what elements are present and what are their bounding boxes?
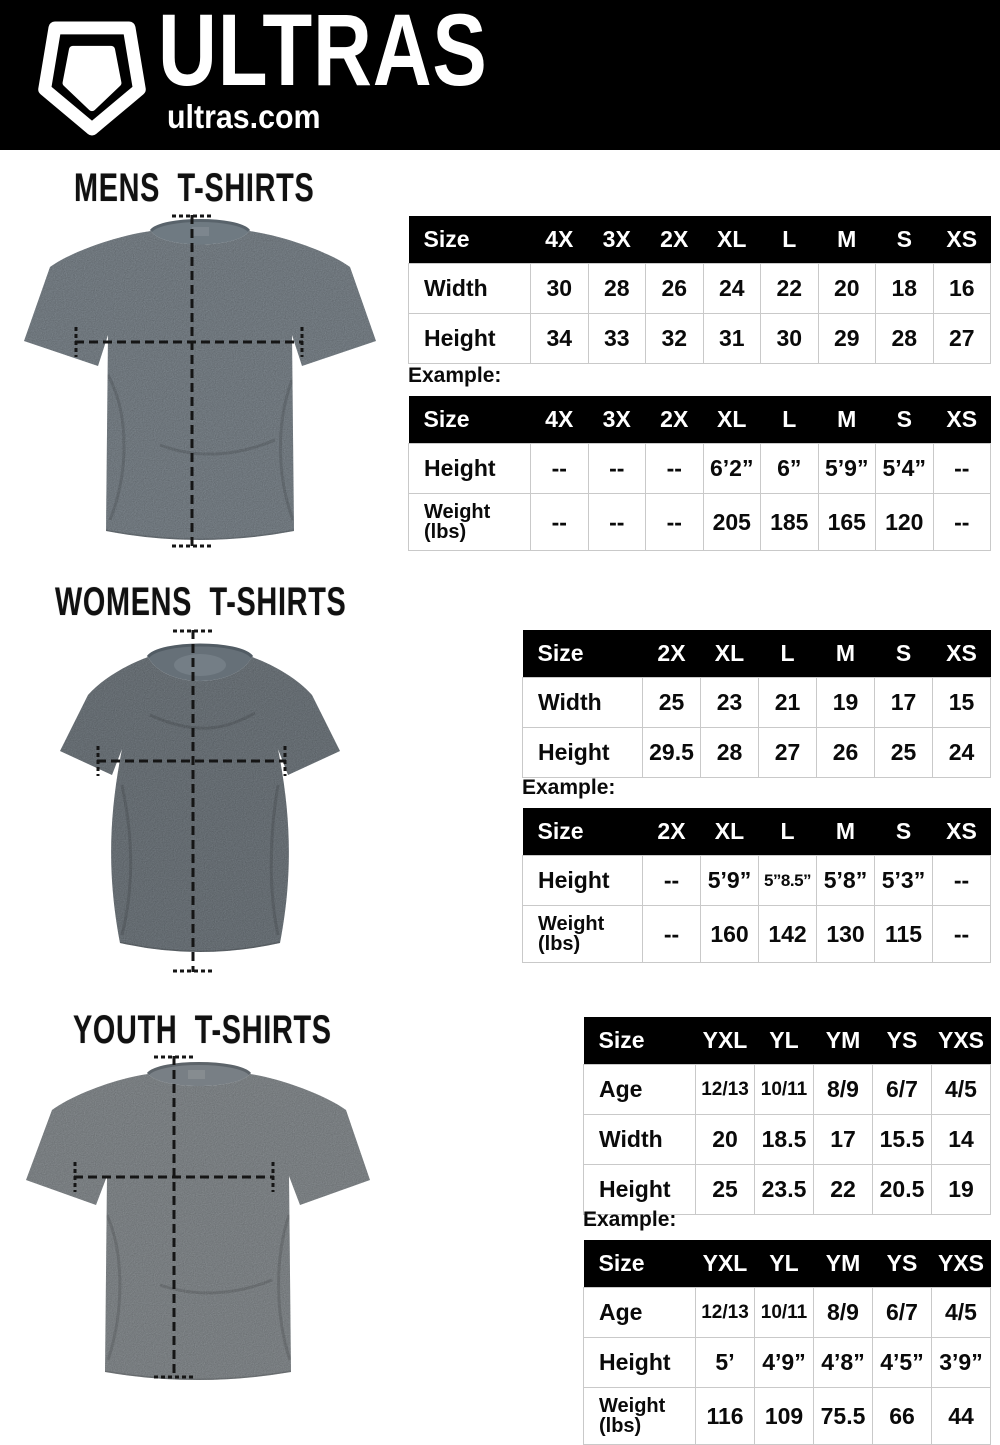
- table-cell: 18: [876, 264, 934, 314]
- table-cell: --: [588, 444, 646, 494]
- site-url: ultras.com: [167, 98, 321, 135]
- table-cell: 4’5”: [873, 1338, 932, 1388]
- mens-tshirt-image: [10, 205, 400, 560]
- table-cell: 4/5: [932, 1065, 991, 1115]
- table-cell: --: [933, 906, 991, 963]
- table-cell: 116: [696, 1388, 755, 1445]
- row-label: Width: [523, 678, 643, 728]
- table-row: [584, 1165, 991, 1215]
- row-label: Weight (lbs): [409, 494, 531, 551]
- mens-size-table: [408, 216, 991, 364]
- row-label: Age: [584, 1065, 696, 1115]
- column-header: 4X: [531, 216, 589, 264]
- column-header: L: [761, 396, 819, 444]
- column-header: M: [817, 630, 875, 678]
- column-header: 3X: [588, 216, 646, 264]
- column-header: XL: [703, 396, 761, 444]
- column-header: M: [818, 216, 876, 264]
- table-cell: 10/11: [755, 1288, 814, 1338]
- youth-tshirt-image: [10, 1050, 390, 1395]
- table-cell: 28: [588, 264, 646, 314]
- table-cell: 6/7: [873, 1288, 932, 1338]
- table-cell: 6/7: [873, 1065, 932, 1115]
- column-header: Size: [523, 630, 643, 678]
- column-header: XL: [701, 808, 759, 856]
- row-label: Height: [409, 314, 531, 364]
- size-chart-table: [522, 808, 991, 963]
- table-cell: --: [933, 444, 991, 494]
- table-cell: 12/13: [696, 1288, 755, 1338]
- row-label: Width: [409, 264, 531, 314]
- size-chart-table: [408, 396, 991, 551]
- table-row: [409, 444, 991, 494]
- table-row: [523, 906, 991, 963]
- table-row: [584, 1388, 991, 1445]
- table-cell: 3’9”: [932, 1338, 991, 1388]
- table-cell: 30: [761, 314, 819, 364]
- table-cell: 28: [701, 728, 759, 778]
- table-cell: 20: [818, 264, 876, 314]
- column-header: S: [875, 808, 933, 856]
- table-cell: 30: [531, 264, 589, 314]
- column-header: L: [761, 216, 819, 264]
- table-cell: 12/13: [696, 1065, 755, 1115]
- size-chart-table: [583, 1240, 991, 1445]
- womens-example-table: [522, 808, 991, 963]
- column-header: M: [818, 396, 876, 444]
- table-cell: 205: [703, 494, 761, 551]
- column-header: L: [759, 808, 817, 856]
- row-label: Height: [523, 856, 643, 906]
- column-header: XS: [933, 630, 991, 678]
- table-cell: 27: [933, 314, 991, 364]
- table-cell: 8/9: [814, 1065, 873, 1115]
- column-header: Size: [584, 1240, 696, 1288]
- table-cell: 165: [818, 494, 876, 551]
- table-row: [584, 1115, 991, 1165]
- table-cell: 25: [643, 678, 701, 728]
- column-header: YXL: [696, 1240, 755, 1288]
- table-cell: 16: [933, 264, 991, 314]
- table-cell: 29: [818, 314, 876, 364]
- table-row: [523, 856, 991, 906]
- table-cell: 34: [531, 314, 589, 364]
- table-cell: 22: [761, 264, 819, 314]
- row-label: Height: [523, 728, 643, 778]
- table-cell: 160: [701, 906, 759, 963]
- column-header: 3X: [588, 396, 646, 444]
- table-cell: 17: [875, 678, 933, 728]
- table-cell: 26: [817, 728, 875, 778]
- table-cell: 6’2”: [703, 444, 761, 494]
- ultras-shield-icon: [28, 10, 156, 138]
- table-cell: 66: [873, 1388, 932, 1445]
- column-header: YS: [873, 1017, 932, 1065]
- table-cell: --: [643, 856, 701, 906]
- womens-example-label: Example:: [522, 776, 616, 799]
- youth-section-title: YOUTH T-SHIRTS: [73, 1008, 332, 1052]
- table-cell: 4’8”: [814, 1338, 873, 1388]
- table-cell: 28: [876, 314, 934, 364]
- table-cell: 4’9”: [755, 1338, 814, 1388]
- table-cell: --: [646, 444, 704, 494]
- column-header: YM: [814, 1017, 873, 1065]
- column-header: L: [759, 630, 817, 678]
- column-header: 2X: [643, 630, 701, 678]
- row-label: Age: [584, 1288, 696, 1338]
- table-cell: 24: [703, 264, 761, 314]
- size-chart-table: [408, 216, 991, 364]
- table-cell: 5’8”: [817, 856, 875, 906]
- row-label: Height: [584, 1338, 696, 1388]
- table-cell: --: [646, 494, 704, 551]
- womens-size-table: [522, 630, 991, 778]
- column-header: Size: [584, 1017, 696, 1065]
- column-header: S: [875, 630, 933, 678]
- table-cell: 33: [588, 314, 646, 364]
- table-row: [584, 1288, 991, 1338]
- row-label: Weight (lbs): [584, 1388, 696, 1445]
- column-header: XS: [933, 396, 991, 444]
- column-header: YXS: [932, 1017, 991, 1065]
- table-cell: 21: [759, 678, 817, 728]
- table-cell: 6”: [761, 444, 819, 494]
- table-cell: 32: [646, 314, 704, 364]
- size-chart-table: [583, 1017, 991, 1215]
- table-cell: 5’9”: [701, 856, 759, 906]
- table-cell: --: [933, 856, 991, 906]
- table-cell: 142: [759, 906, 817, 963]
- column-header: Size: [523, 808, 643, 856]
- table-row: [409, 264, 991, 314]
- table-cell: 120: [876, 494, 934, 551]
- table-cell: 44: [932, 1388, 991, 1445]
- table-cell: --: [643, 906, 701, 963]
- table-cell: 24: [933, 728, 991, 778]
- table-cell: 25: [696, 1165, 755, 1215]
- table-cell: 23.5: [755, 1165, 814, 1215]
- table-cell: 23: [701, 678, 759, 728]
- column-header: 2X: [643, 808, 701, 856]
- row-label: Height: [409, 444, 531, 494]
- mens-example-table: [408, 396, 991, 551]
- row-label: Weight (lbs): [523, 906, 643, 963]
- table-cell: 5’9”: [818, 444, 876, 494]
- table-row: [409, 494, 991, 551]
- table-row: [409, 314, 991, 364]
- table-cell: 17: [814, 1115, 873, 1165]
- header-bar: [0, 0, 1000, 150]
- table-cell: 109: [755, 1388, 814, 1445]
- column-header: 2X: [646, 216, 704, 264]
- column-header: YL: [755, 1240, 814, 1288]
- table-cell: 5’3”: [875, 856, 933, 906]
- table-cell: 15: [933, 678, 991, 728]
- table-cell: 115: [875, 906, 933, 963]
- mens-example-label: Example:: [408, 364, 502, 387]
- table-cell: 19: [817, 678, 875, 728]
- table-cell: 22: [814, 1165, 873, 1215]
- column-header: XL: [701, 630, 759, 678]
- column-header: M: [817, 808, 875, 856]
- youth-size-table: [583, 1017, 991, 1215]
- column-header: YXL: [696, 1017, 755, 1065]
- table-cell: --: [588, 494, 646, 551]
- table-cell: 29.5: [643, 728, 701, 778]
- table-cell: 5’4”: [876, 444, 934, 494]
- table-cell: --: [531, 494, 589, 551]
- column-header: YXS: [932, 1240, 991, 1288]
- table-cell: 5’: [696, 1338, 755, 1388]
- youth-example-label: Example:: [583, 1208, 677, 1231]
- brand-name: ULTRAS: [158, 0, 488, 107]
- table-row: [584, 1065, 991, 1115]
- column-header: 2X: [646, 396, 704, 444]
- table-cell: 20.5: [873, 1165, 932, 1215]
- womens-section-title: WOMENS T-SHIRTS: [55, 580, 347, 624]
- size-chart-table: [522, 630, 991, 778]
- table-row: [523, 678, 991, 728]
- table-cell: --: [531, 444, 589, 494]
- column-header: YL: [755, 1017, 814, 1065]
- table-cell: --: [933, 494, 991, 551]
- table-cell: 15.5: [873, 1115, 932, 1165]
- column-header: 4X: [531, 396, 589, 444]
- table-cell: 18.5: [755, 1115, 814, 1165]
- column-header: YS: [873, 1240, 932, 1288]
- column-header: S: [876, 216, 934, 264]
- table-cell: 19: [932, 1165, 991, 1215]
- column-header: YM: [814, 1240, 873, 1288]
- column-header: Size: [409, 216, 531, 264]
- table-row: [584, 1338, 991, 1388]
- column-header: XL: [703, 216, 761, 264]
- womens-tshirt-image: [30, 625, 370, 975]
- row-label: Width: [584, 1115, 696, 1165]
- table-cell: 27: [759, 728, 817, 778]
- column-header: S: [876, 396, 934, 444]
- table-cell: 10/11: [755, 1065, 814, 1115]
- table-cell: 20: [696, 1115, 755, 1165]
- column-header: Size: [409, 396, 531, 444]
- table-cell: 31: [703, 314, 761, 364]
- youth-example-table: [583, 1240, 991, 1445]
- column-header: XS: [933, 216, 991, 264]
- mens-section-title: MENS T-SHIRTS: [74, 166, 315, 210]
- column-header: XS: [933, 808, 991, 856]
- table-cell: 4/5: [932, 1288, 991, 1338]
- table-cell: 130: [817, 906, 875, 963]
- table-cell: 14: [932, 1115, 991, 1165]
- table-cell: 8/9: [814, 1288, 873, 1338]
- table-cell: 75.5: [814, 1388, 873, 1445]
- row-label: Height: [584, 1165, 696, 1215]
- table-cell: 5”8.5”: [759, 856, 817, 906]
- table-row: [523, 728, 991, 778]
- table-cell: 25: [875, 728, 933, 778]
- table-cell: 185: [761, 494, 819, 551]
- table-cell: 26: [646, 264, 704, 314]
